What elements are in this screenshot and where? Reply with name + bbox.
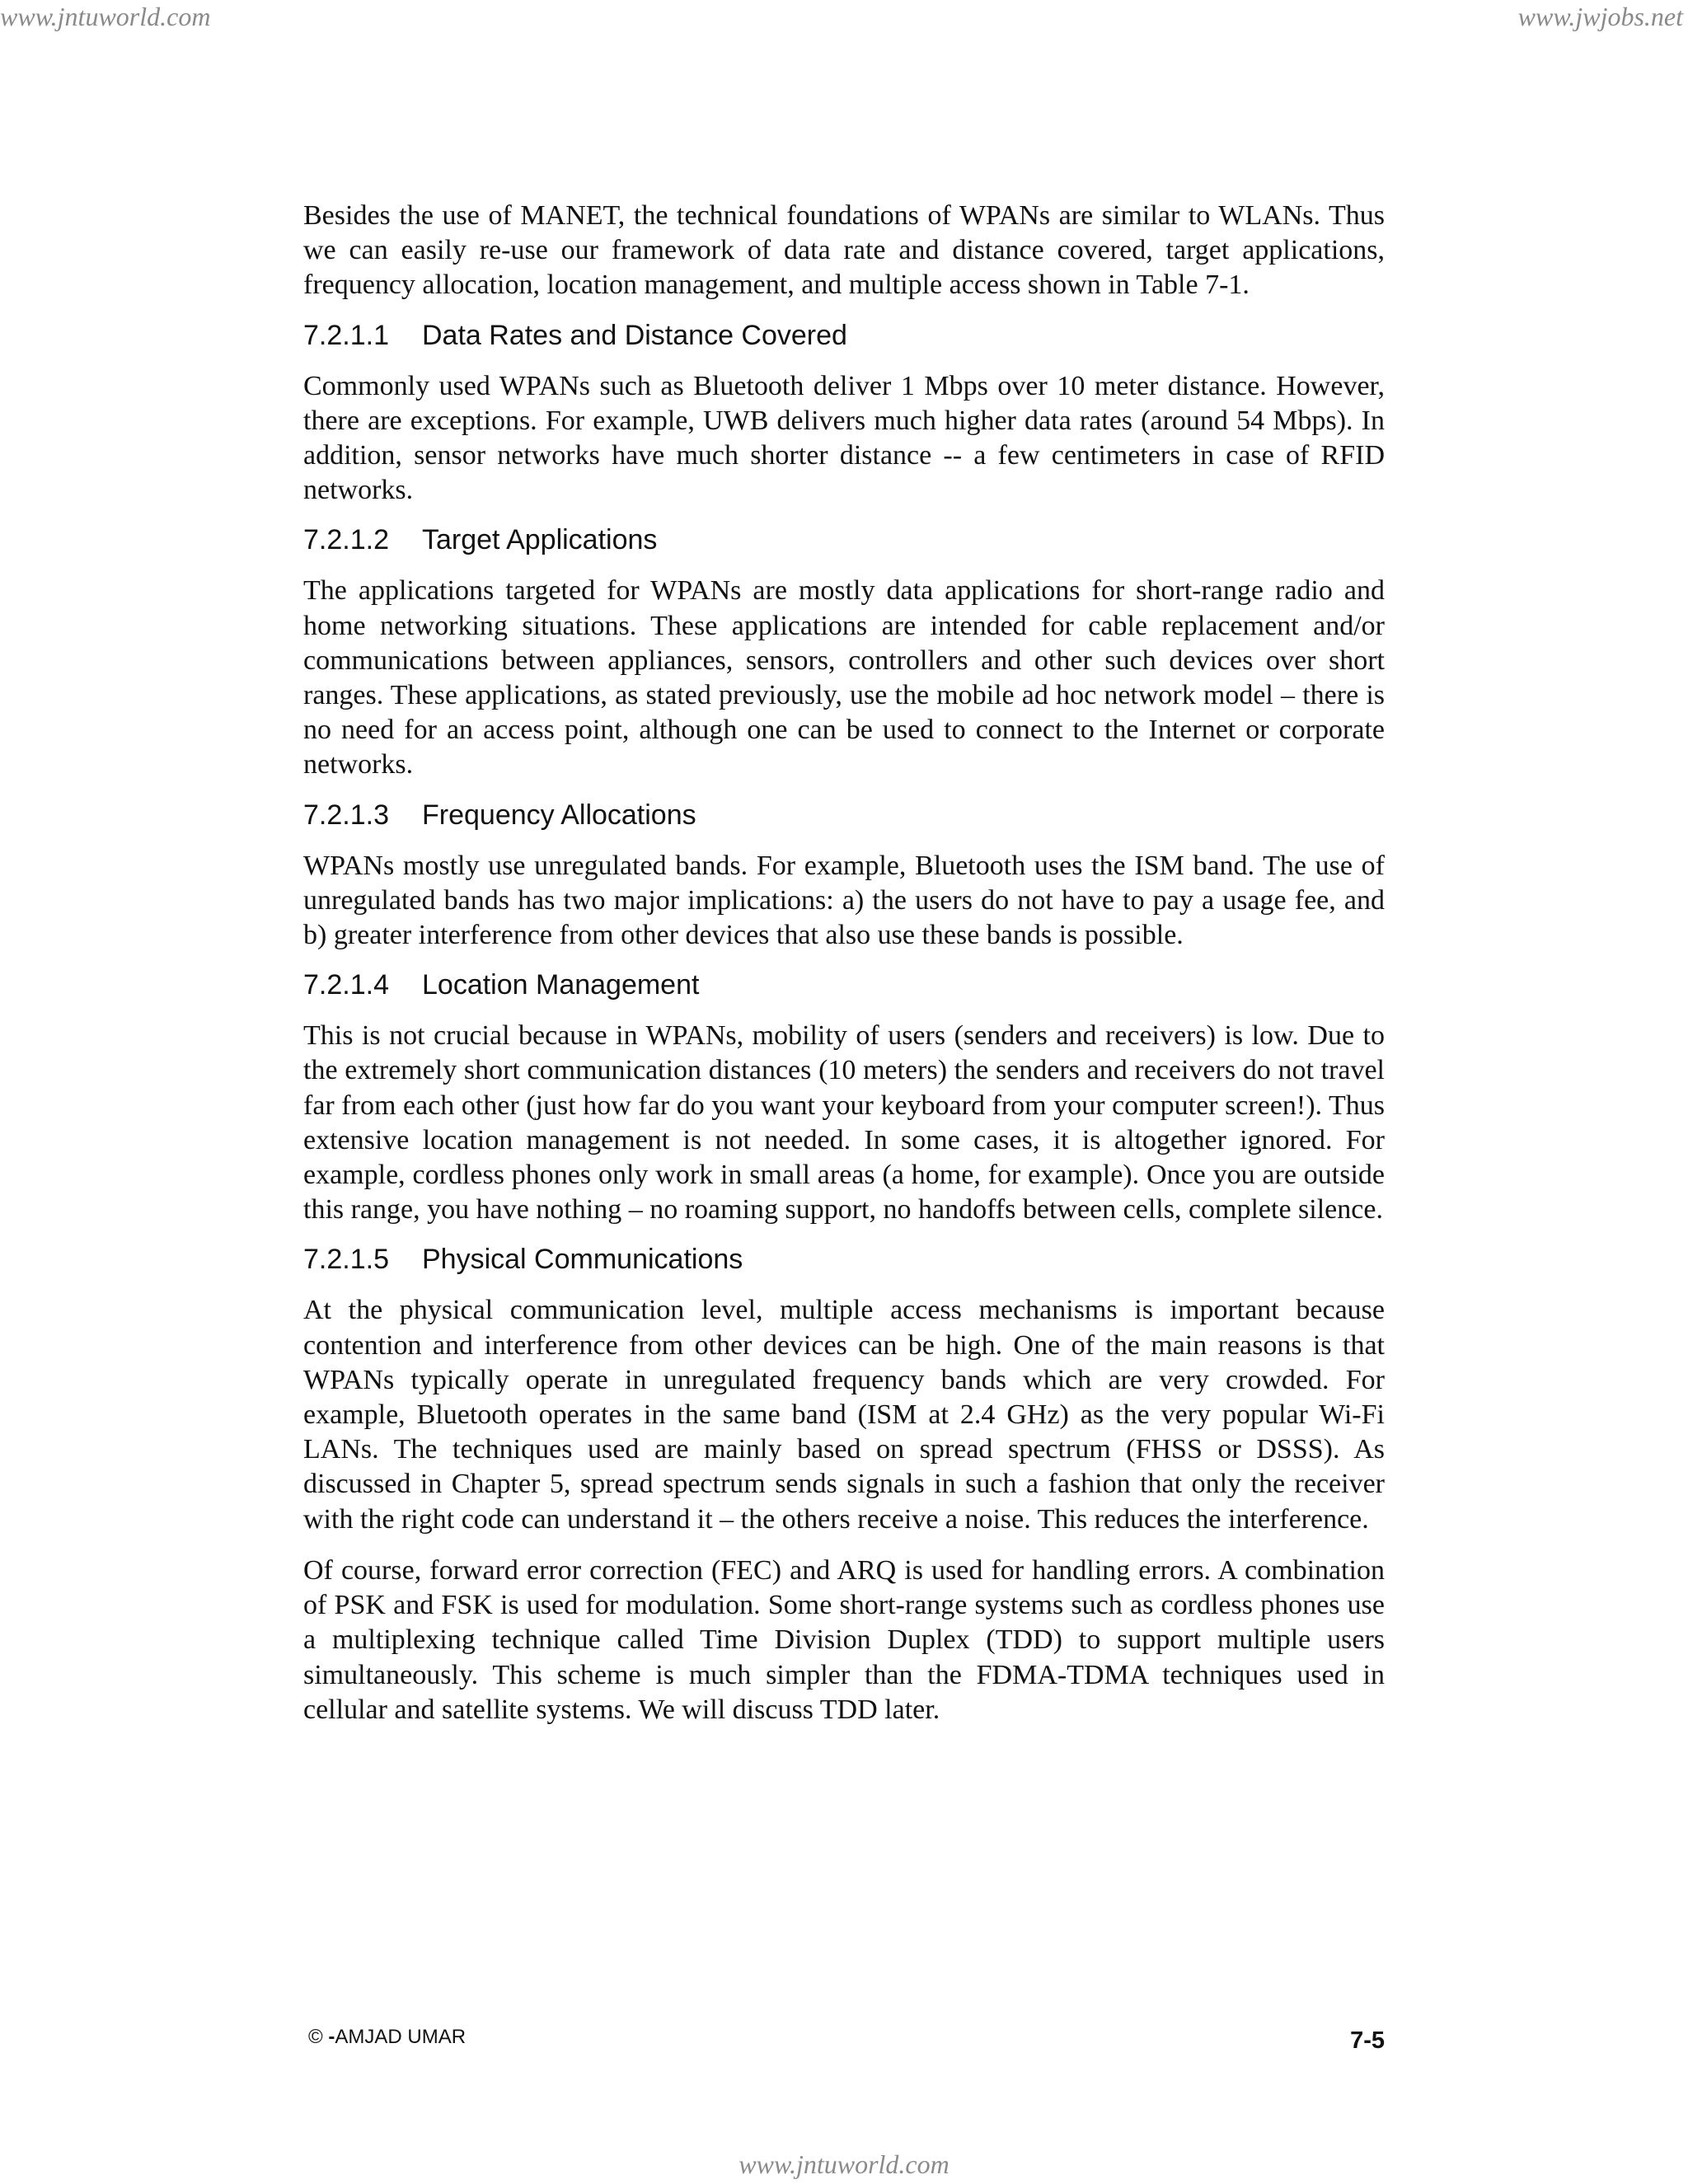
- section-title: Frequency Allocations: [422, 799, 696, 831]
- body-paragraph: At the physical communication level, multiple access mechanisms is important because contention and interference from other devices can be high. One of the main reasons is that WPANs typically operate in unregulated frequency bands which are very crowded. For example, Bluetooth operates in the same band (ISM at 2.4 GHz) as the very popular Wi-Fi LANs. The techniques used are mainly based on spread spectrum (FHSS or DSSS). As discussed in Chapter 5, spread spectrum sends signals in such a fashion that only the receiver with the right code can understand it – the others receive a noise. This reduces the interference.: [303, 1295, 1385, 1535]
- section-heading-7-2-1-2: [303, 523, 1385, 557]
- body-paragraph: Of course, forward error correction (FEC) and ARQ is used for handling errors. A combination of PSK and FSK is used for modulation. Some short-range systems such as cordless phones use a multiplexing technique called Time Division Duplex (TDD) to support multiple users simultaneously. This scheme is much simpler than the FDMA-TDMA techniques used in cellular and satellite systems. We will discuss TDD later.: [303, 1554, 1385, 1725]
- section-number: 7.2.1.2: [303, 524, 389, 556]
- footer-author: AMJAD UMAR: [335, 2026, 467, 2048]
- intro-paragraph: Besides the use of MANET, the technical foundations of WPANs are similar to WLANs. Thus we can easily re-use our framework of data rate and distance covered, target applications, frequency allocation, location management, and multiple access shown in Table 7-1.: [303, 200, 1385, 301]
- watermark-top-left: www.jntuworld.com: [0, 2, 211, 31]
- body-paragraph: WPANs mostly use unregulated bands. For example, Bluetooth uses the ISM band. The use of unregulated bands has two major implications: a) the users do not have to pay a usage fee, and b) greater interference from other devices that also use these bands is possible.: [303, 850, 1385, 951]
- section-title: Location Management: [422, 969, 700, 1001]
- section-number: 7.2.1.1: [303, 319, 389, 351]
- body-paragraph: Commonly used WPANs such as Bluetooth deliver 1 Mbps over 10 meter distance. However, there are exceptions. For example, UWB delivers much higher data rates (around 54 Mbps). In addition, sensor networks have much shorter distance -- a few centimeters in case of RFID networks.: [303, 370, 1385, 506]
- section-title: Target Applications: [422, 524, 658, 556]
- section-heading-7-2-1-1: [303, 318, 1385, 353]
- section-heading-7-2-1-3: [303, 798, 1385, 832]
- copyright-symbol: ©: [308, 2026, 323, 2048]
- section-title: Data Rates and Distance Covered: [422, 319, 847, 351]
- body-paragraph: The applications targeted for WPANs are mostly data applications for short-range radio and home networking situations. These applications are intended for cable replacement and/or communications between appliances, sensors, controllers and other such devices over short ranges. These applications, as stated previously, use the mobile ad hoc network model – there is no need for an access point, although one can be used to connect to the Internet or corporate networks.: [303, 575, 1385, 780]
- watermark-top-right: www.jwjobs.net: [1517, 2, 1683, 31]
- page-body: [303, 199, 1385, 1727]
- watermark-bottom: www.jntuworld.com: [738, 2149, 950, 2179]
- section-number: 7.2.1.4: [303, 969, 389, 1001]
- footer-copyright: [308, 2026, 466, 2049]
- page-number: 7-5: [1350, 2027, 1385, 2054]
- section-number: 7.2.1.3: [303, 799, 389, 831]
- section-title: Physical Communications: [422, 1244, 743, 1276]
- footer-separator: -: [328, 2026, 335, 2048]
- section-heading-7-2-1-5: [303, 1242, 1385, 1277]
- section-number: 7.2.1.5: [303, 1244, 389, 1276]
- body-paragraph: This is not crucial because in WPANs, mobility of users (senders and receivers) is low. Due to the extremely short communication distances (10 meters) the senders and receivers do not travel far from each other (just how far do you want your keyboard from your computer screen!). Thus extensive location management is not needed. In some cases, it is altogether ignored. For example, cordless phones only work in small areas (a home, for example). Once you are outside this range, you have nothing – no roaming support, no handoffs between cells, complete silence.: [303, 1020, 1385, 1226]
- section-heading-7-2-1-4: [303, 968, 1385, 1002]
